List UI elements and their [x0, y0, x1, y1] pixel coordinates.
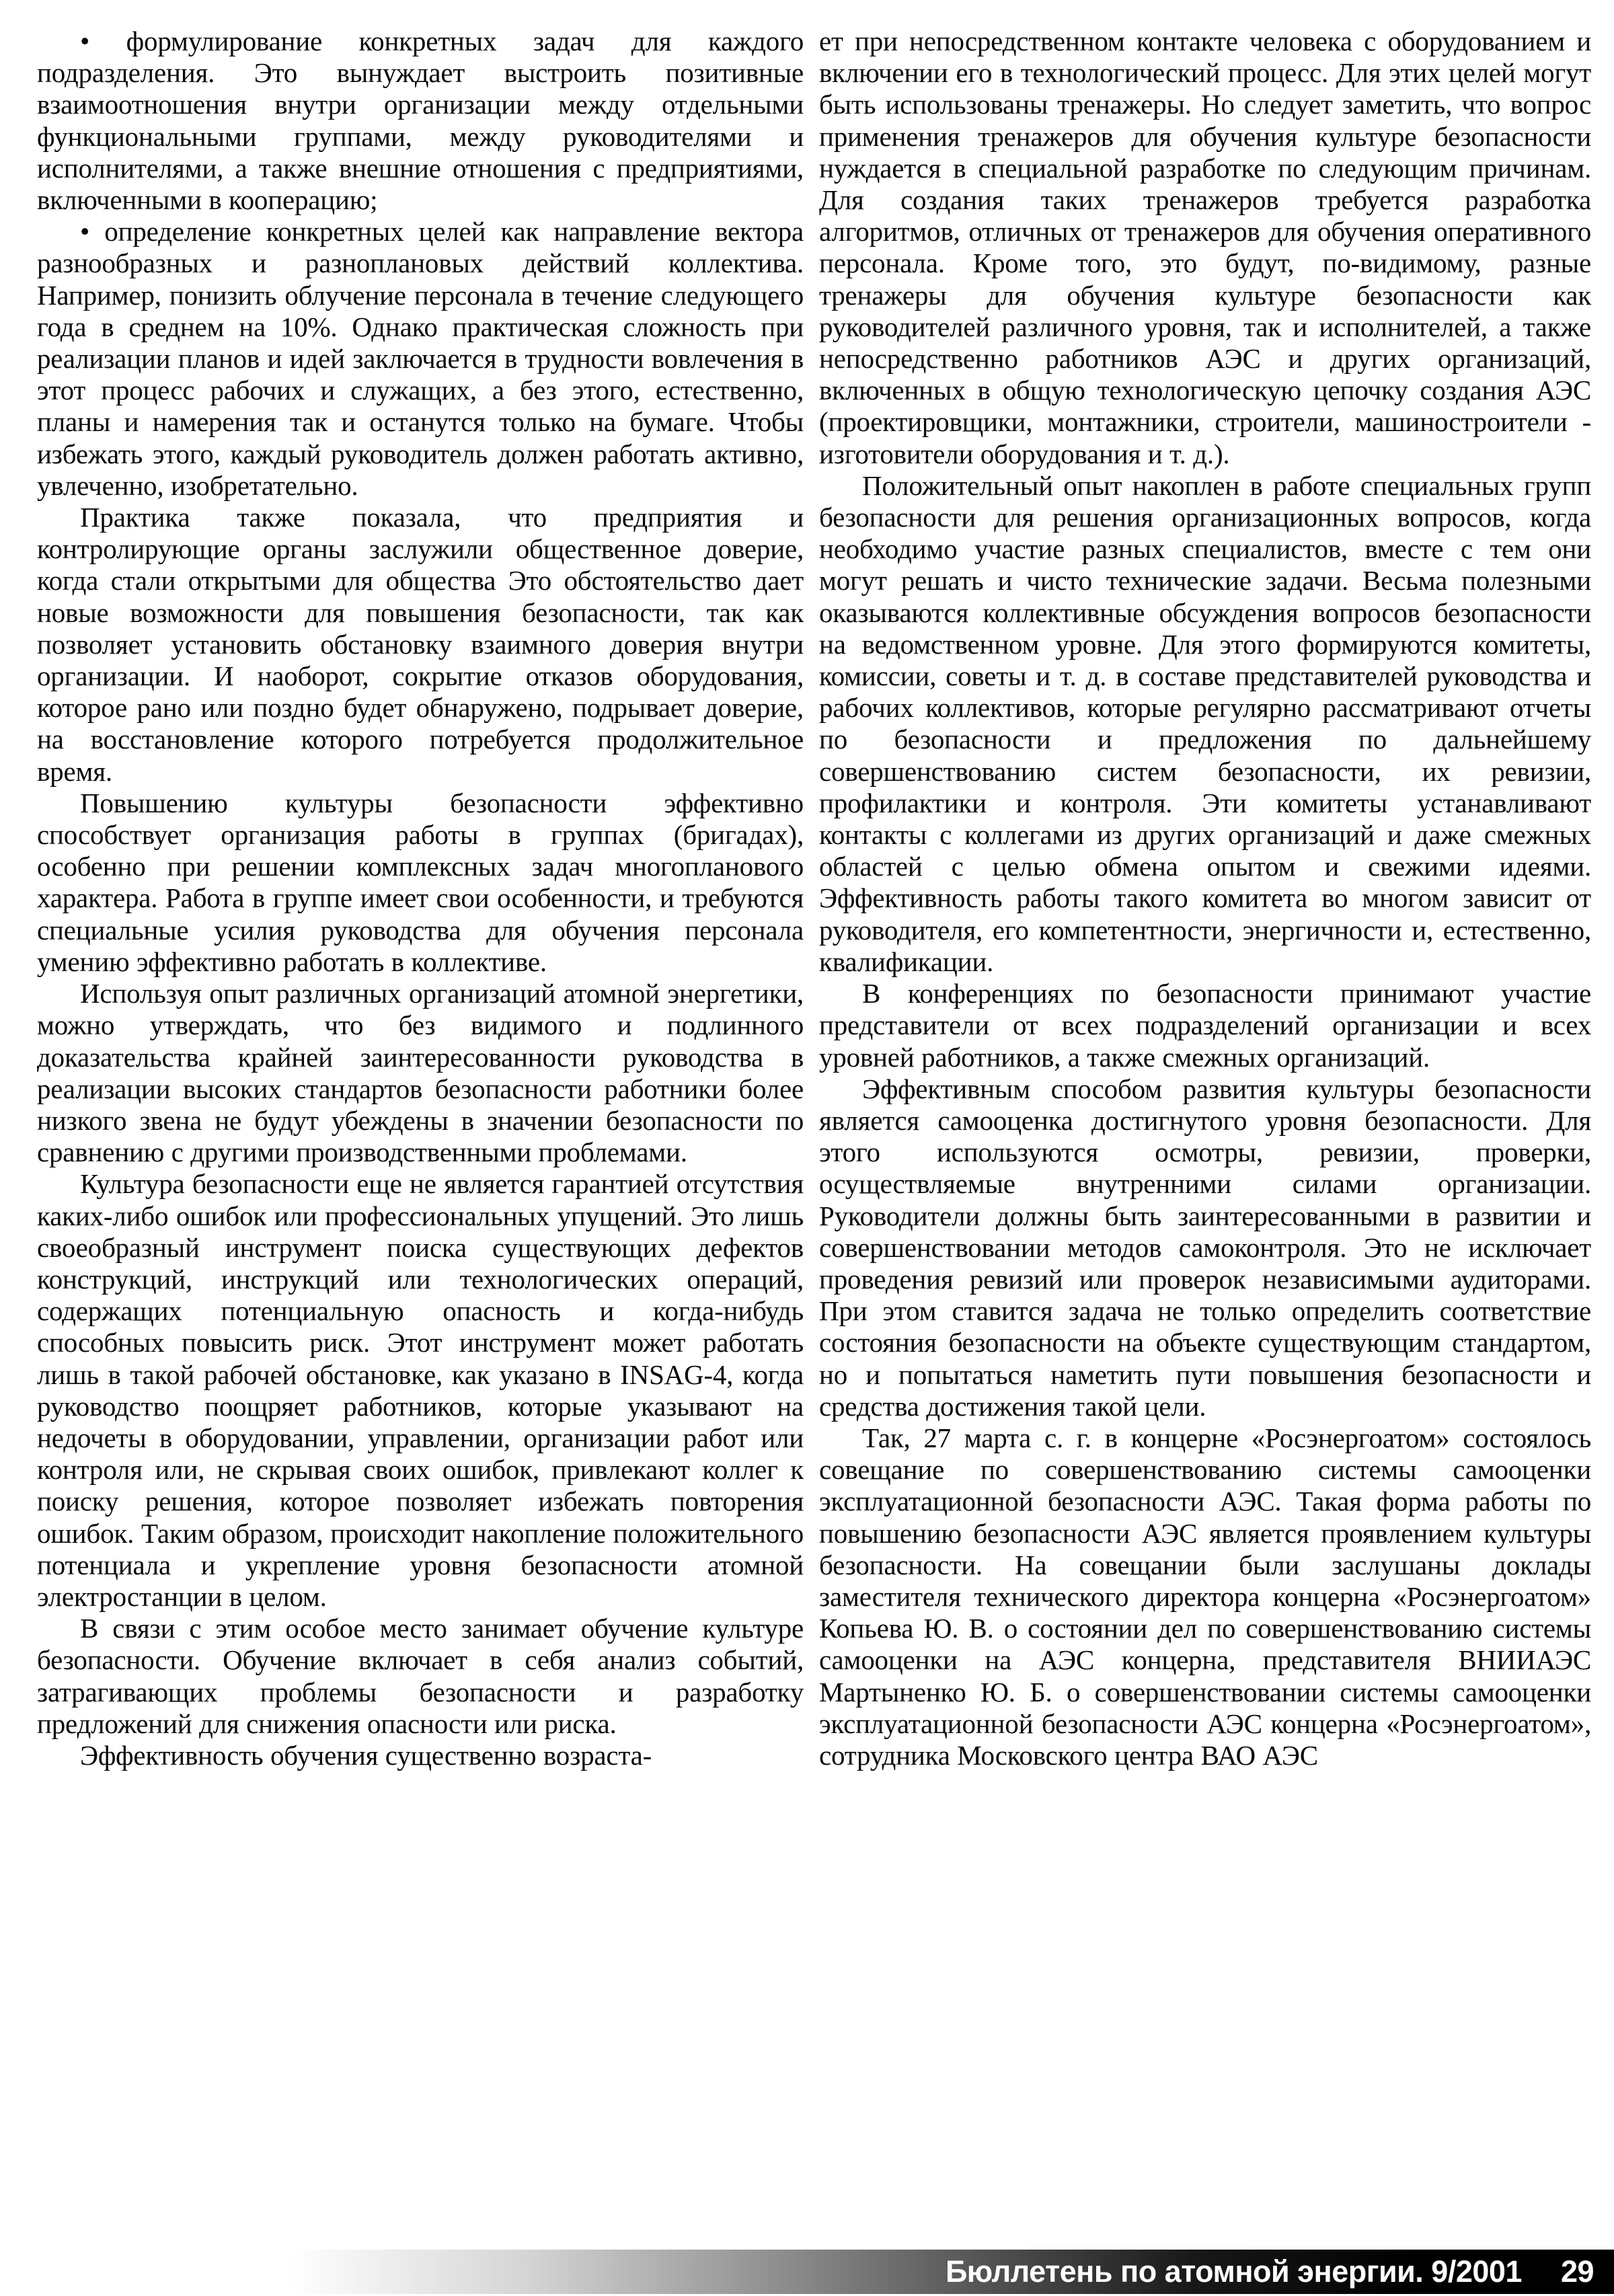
paragraph: Так, 27 марта с. г. в концерне «Росэнергоатом» состоялось совещание по совершенствованию системы самооценки эксплуатационной безопасности АЭС. Такая форма работы по повышению безопасности АЭС является проявлением культуры безопасности. На совещании были заслушаны доклады заместителя технического директора концерна «Росэнергоатом» Копьева Ю. В. о состоянии дел по совершенствованию системы самооценки на АЭС концерна, представителя ВНИИАЭС Мартыненко Ю. Б. о совершенствовании системы самооценки эксплуатационной безопасности АЭС концерна «Росэнергоатом», сотрудника Московского центра ВАО АЭС [819, 1422, 1591, 1771]
right-column [819, 26, 1591, 1771]
paragraph: В конференциях по безопасности принимают участие представители от всех подразделений организации и всех уровней работников, а также смежных организаций. [819, 978, 1591, 1073]
journal-title: Бюллетень по атомной энергии. 9/2001 [945, 2254, 1522, 2289]
left-column [37, 26, 804, 1771]
footer-bar [289, 2250, 1614, 2294]
paragraph: Эффективным способом развития культуры безопасности является самооценка достигнутого уровня безопасности. Для этого используются осмотры, ревизии, проверки, осуществляемые внутренними силами организации. Руководители должны быть заинтересованными в развитии и совершенствовании методов самоконтроля. Это не исключает проведения ревизий или проверок независимыми аудиторами. При этом ставится задача не только определить соответствие состояния безопасности на объекте существующим стандартом, но и попытаться наметить пути повышения безопасности и средства достижения такой цели. [819, 1073, 1591, 1422]
page-number: 29 [1560, 2254, 1594, 2289]
paragraph: Культура безопасности еще не является гарантией отсутствия каких-либо ошибок или профессиональных упущений. Это лишь своеобразный инструмент поиска существующих дефектов конструкций, инструкций или технологических операций, содержащих потенциальную опасность и когда-нибудь способных повысить риск. Этот инструмент может работать лишь в такой рабочей обстановке, как указано в INSAG-4, когда руководство поощряет работников, которые указывают на недочеты в оборудовании, управлении, организации работ или контроля или, не скрывая своих ошибок, привлекают коллег к поиску решения, которое позволяет избежать повторения ошибок. Таким образом, происходит накопление положительного потенциала и укрепление уровня безопасности атомной электростанции в целом. [37, 1168, 804, 1612]
paragraph: • формулирование конкретных задач для каждого подразделения. Это вынуждает выстроить позитивные взаимоотношения внутри организации между отдельными функциональными группами, между руководителями и исполнителями, а также внешние отношения с предприятиями, включенными в кооперацию; [37, 26, 804, 216]
paragraph: Практика также показала, что предприятия и контролирующие органы заслужили общественное доверие, когда стали открытыми для общества Это обстоятельство дает новые возможности для повышения безопасности, так как позволяет установить обстановку взаимного доверия внутри организации. И наоборот, сокрытие отказов оборудования, которое рано или поздно будет обнаружено, подрывает доверие, на восстановление которого потребуется продолжительное время. [37, 502, 804, 787]
paragraph: Используя опыт различных организаций атомной энергетики, можно утверждать, что без видимого и подлинного доказательства крайней заинтересованности руководства в реализации высоких стандартов безопасности работники более низкого звена не будут убеждены в значении безопасности по сравнению с другими производственными проблемами. [37, 978, 804, 1168]
paragraph: ет при непосредственном контакте человека с оборудованием и включении его в технологический процесс. Для этих целей могут быть использованы тренажеры. Но следует заметить, что вопрос применения тренажеров для обучения культуре безопасности нуждается в специальной разработке по следующим причинам. Для создания таких тренажеров требуется разработка алгоритмов, отличных от тренажеров для обучения оперативного персонала. Кроме того, это будут, по-видимому, разные тренажеры для обучения культуре безопасности как руководителей различного уровня, так и исполнителей, а также непосредственно работников АЭС и других организаций, включенных в общую технологическую цепочку создания АЭС (проектировщики, монтажники, строители, машиностроители - изготовители оборудования и т. д.). [819, 26, 1591, 469]
paragraph: • определение конкретных целей как направление вектора разнообразных и разноплановых действий коллектива. Например, понизить облучение персонала в течение следующего года в среднем на 10%. Однако практическая сложность при реализации планов и идей заключается в трудности вовлечения в этот процесс рабочих и служащих, а без этого, естественно, планы и намерения так и останутся только на бумаге. Чтобы избежать этого, каждый руководитель должен работать активно, увлеченно, изобретательно. [37, 216, 804, 501]
paragraph: Эффективность обучения существенно возраста- [80, 1739, 652, 1771]
paragraph: В связи с этим особое место занимает обучение культуре безопасности. Обучение включает в себя анализ событий, затрагивающих проблемы безопасности и разработку предложений для снижения опасности или риска. [37, 1613, 804, 1739]
paragraph: Положительный опыт накоплен в работе специальных групп безопасности для решения организационных вопросов, когда необходимо участие разных специалистов, вместе с тем они могут решать и чисто технические задачи. Весьма полезными оказываются коллективные обсуждения вопросов безопасности на ведомственном уровне. Для этого формируются комитеты, комиссии, советы и т. д. в составе представителей руководства и рабочих коллективов, которые регулярно рассматривают отчеты по безопасности и предложения по дальнейшему совершенствованию систем безопасности, их ревизии, профилактики и контроля. Эти комитеты устанавливают контакты с коллегами из других организаций и даже смежных областей с целью обмена опытом и свежими идеями. Эффективность работы такого комитета во многом зависит от руководителя, его компетентности, энергичности и, естественно, квалификации. [819, 469, 1591, 977]
paragraph: Повышению культуры безопасности эффективно способствует организация работы в группах (бригадах), особенно при решении комплексных задач многопланового характера. Работа в группе имеет свои особенности, и требуются специальные усилия руководства для обучения персонала умению эффективно работать в коллективе. [37, 787, 804, 977]
